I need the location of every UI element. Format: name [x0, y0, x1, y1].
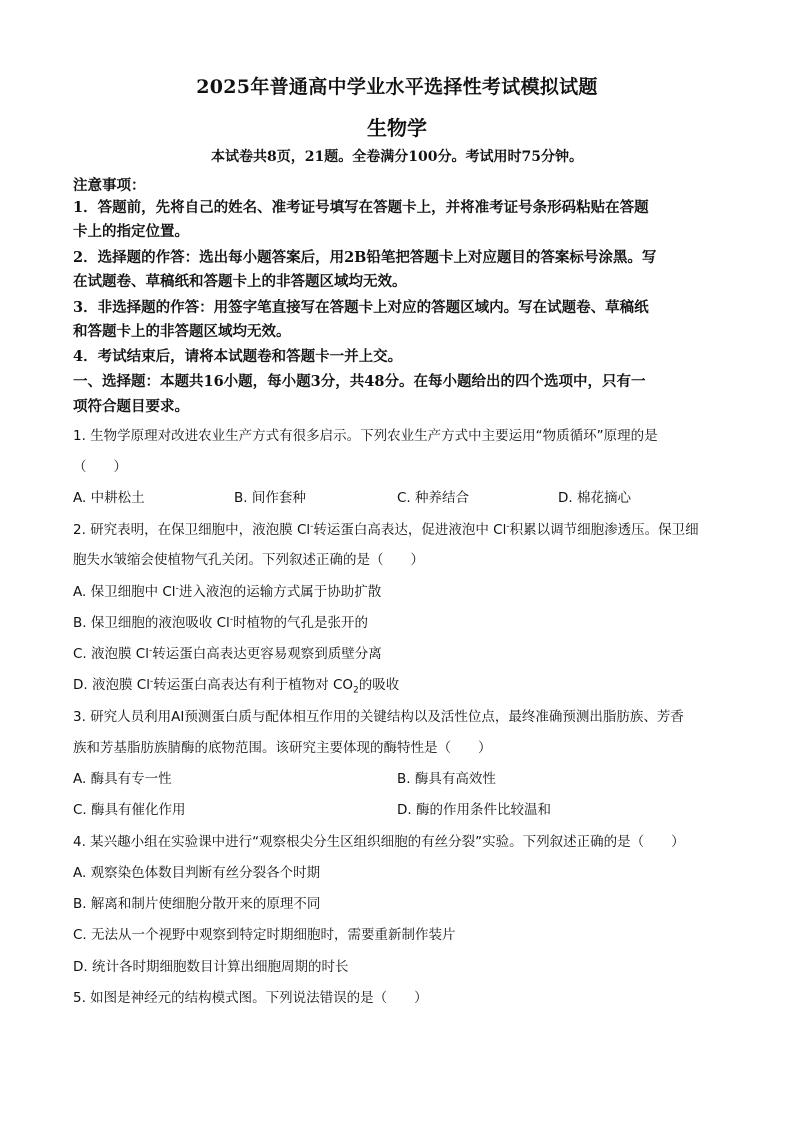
question-3-stem-line-1: 3. 研究人员利用AI预测蛋白质与配体相互作用的关键结构以及活性位点，最终准确预测出脂肪族、芳香 — [73, 709, 684, 725]
question-2-stem-line-1: 2. 研究表明，在保卫细胞中，液泡膜 Cl-转运蛋白高表达，促进液泡中 Cl-积累以调节细胞渗透压。保卫细 — [73, 521, 699, 538]
note-3-line-2: 和答题卡上的非答题区域均无效。 — [73, 323, 291, 340]
section-heading-line-1: 一、选择题：本题共16小题，每小题3分，共48分。在每小题给出的四个选项中，只有一 — [73, 373, 646, 390]
question-4-stem: 4. 某兴趣小组在实验课中进行“观察根尖分生区组织细胞的有丝分裂”实验。下列叙述正确的是（ ） — [73, 834, 685, 850]
question-2-option-c: C. 液泡膜 Cl-转运蛋白高表达更容易观察到质壁分离 — [73, 645, 382, 662]
note-2-line-1: 2．选择题的作答：选出每小题答案后，用2B铅笔把答题卡上对应题目的答案标号涂黑。写 — [73, 249, 657, 266]
question-4-option-b: B. 解离和制片使细胞分散开来的原理不同 — [73, 896, 321, 912]
notes-heading: 注意事项： — [73, 177, 146, 194]
question-4-option-d: D. 统计各时期细胞数目计算出细胞周期的时长 — [73, 959, 349, 975]
question-1-option-a: A. 中耕松土 — [73, 490, 145, 506]
question-3-option-d: D. 酶的作用条件比较温和 — [397, 802, 551, 818]
question-2-option-d: D. 液泡膜 Cl-转运蛋白高表达有利于植物对 $CO_2$的吸收 — [73, 676, 400, 696]
question-4-option-a: A. 观察染色体数目判断有丝分裂各个时期 — [73, 865, 321, 881]
note-2-line-2: 在试题卷、草稿纸和答题卡上的非答题区域均无效。 — [73, 273, 407, 290]
question-3-stem-line-2: 族和芳基脂肪族腈酶的底物范围。该研究主要体现的酶特性是（ ） — [73, 740, 492, 756]
question-3-option-c: C. 酶具有催化作用 — [73, 802, 186, 818]
question-1-option-c: C. 种养结合 — [397, 490, 470, 506]
note-4: 4．考试结束后，请将本试题卷和答题卡一并上交。 — [73, 348, 403, 365]
question-2-stem-line-2: 胞失水皱缩会使植物气孔关闭。下列叙述正确的是（ ） — [73, 552, 424, 568]
note-3-line-1: 3．非选择题的作答：用签字笔直接写在答题卡上对应的答题区域内。写在试题卷、草稿纸 — [73, 299, 649, 316]
note-1-line-2: 卡上的指定位置。 — [73, 223, 189, 240]
note-1-line-1: 1．答题前，先将自己的姓名、准考证号填写在答题卡上，并将准考证号条形码粘贴在答题 — [73, 199, 649, 216]
question-1-option-d: D. 棉花摘心 — [558, 490, 631, 506]
question-2-option-b: B. 保卫细胞的液泡吸收 Cl-时植物的气孔是张开的 — [73, 614, 369, 631]
question-4-option-c: C. 无法从一个视野中观察到特定时期细胞时，需要重新制作装片 — [73, 927, 456, 943]
exam-title: 2025年普通高中学业水平选择性考试模拟试题 — [196, 76, 598, 98]
section-heading-line-2: 项符合题目要求。 — [73, 398, 189, 415]
exam-info: 本试卷共8页，21题。全卷满分100分。考试用时75分钟。 — [211, 149, 583, 165]
question-2-option-a: A. 保卫细胞中 Cl-进入液泡的运输方式属于协助扩散 — [73, 583, 382, 600]
subject-title: 生物学 — [367, 116, 427, 140]
question-3-option-a: A. 酶具有专一性 — [73, 771, 172, 787]
question-1-stem: 1. 生物学原理对改进农业生产方式有很多启示。下列农业生产方式中主要运用“物质循环”原理的是 — [73, 428, 658, 444]
question-3-option-b: B. 酶具有高效性 — [397, 771, 496, 787]
question-1-blank: （ ） — [73, 459, 127, 475]
question-1-option-b: B. 间作套种 — [234, 490, 306, 506]
question-5-stem: 5. 如图是神经元的结构模式图。下列说法错误的是（ ） — [73, 990, 428, 1006]
